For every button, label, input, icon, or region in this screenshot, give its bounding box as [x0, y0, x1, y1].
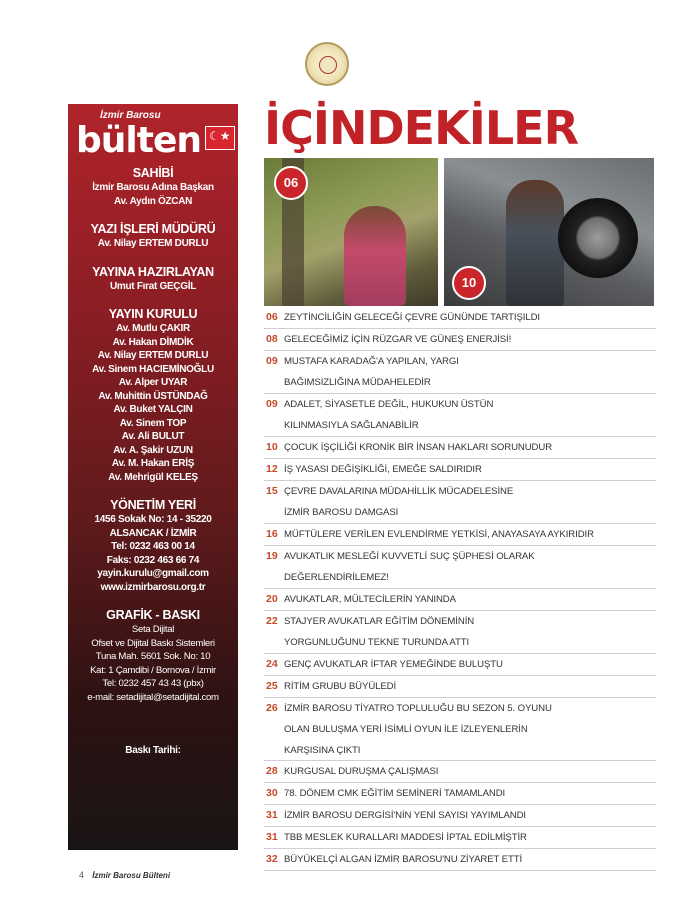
toc-title-line: OLAN BULUŞMA YERİ İSİMLİ OYUN İLE İZLEYENLERİN [284, 724, 528, 735]
toc-page-number: 15 [266, 485, 278, 497]
toc-title-line: RİTİM GRUBU BÜYÜLEDİ [284, 681, 397, 692]
toc-title [284, 524, 654, 545]
toc-entry[interactable] [264, 783, 656, 805]
toc-title-line: ÇOCUK İŞÇİLİĞİ KRONİK BİR İNSAN HAKLARI SORUNUDUR [284, 442, 553, 453]
toc-page-number: 24 [266, 658, 278, 670]
masthead-line: Av. Mutlu ÇAKIR [116, 323, 190, 334]
turkish-flag-icon [205, 126, 235, 150]
page-badge-06: 06 [274, 166, 308, 200]
toc-title-line: GELECEĞİMİZ İÇİN RÜZGAR VE GÜNEŞ ENERJİSİ! [284, 334, 512, 345]
toc-title-line: 78. DÖNEM CMK EĞİTİM SEMİNERİ TAMAMLANDI [284, 788, 506, 799]
toc-entry[interactable] [264, 351, 656, 394]
masthead-heading: YÖNETİM YERİ [110, 498, 196, 512]
toc-page-number: 22 [266, 615, 278, 627]
toc-page-number: 30 [266, 787, 278, 799]
masthead-line: Av. Hakan DİMDİK [112, 336, 194, 348]
toc-title-line: GENÇ AVUKATLAR İFTAR YEMEĞİNDE BULUŞTU [284, 659, 503, 670]
print-line: Ofset ve Dijital Baskı Sistemleri [91, 637, 215, 649]
toc-page-number: 09 [266, 398, 278, 410]
toc-title-line: İŞ YASASI DEĞİŞİKLİĞİ, EMEĞE SALDIRIDIR [284, 464, 482, 475]
toc-title-line: BÜYÜKELÇİ ALGAN İZMİR BAROSU'NU ZİYARET ETTİ [284, 854, 523, 865]
toc-title-line: MÜFTÜLERE VERİLEN EVLENDİRME YETKİSİ, ANAYASAYA AYKIRIDIR [284, 529, 594, 540]
toc-entry[interactable] [264, 546, 656, 589]
toc-title-line: DEĞERLENDİRİLEMEZ! [284, 572, 389, 583]
toc-title-line: AVUKATLAR, MÜLTECİLERİN YANINDA [284, 594, 456, 605]
print-line: Kat: 1 Çamdibi / Bornova / İzmir [90, 664, 216, 676]
masthead-line: Av. Sinem HACIEMİNOĞLU [92, 363, 214, 375]
toc-title-line: KILINMASIYLA SAĞLANABİLİR [284, 420, 419, 431]
toc-title-line: TBB MESLEK KURALLARI MADDESİ İPTAL EDİLMİŞTİR [284, 832, 527, 843]
toc-page-number: 31 [266, 831, 278, 843]
footer-title: İzmir Barosu Bülteni [92, 871, 171, 880]
toc-entry[interactable] [264, 459, 656, 481]
toc-title [284, 481, 654, 523]
bulten-logo [68, 104, 238, 162]
toc-title [284, 589, 654, 610]
toc-page-number: 20 [266, 593, 278, 605]
toc-entry[interactable] [264, 654, 656, 676]
toc-title [284, 394, 654, 436]
masthead-heading: YAZI İŞLERİ MÜDÜRÜ [90, 222, 216, 236]
toc-title [284, 307, 654, 328]
toc-title [284, 761, 654, 782]
masthead-line: Av. Alper UYAR [118, 377, 188, 388]
toc-title-line: İZMİR BAROSU DAMGASI [284, 507, 399, 518]
masthead-sections [68, 166, 238, 594]
print-line: Seta Dijital [131, 624, 175, 635]
masthead-line: Tel: 0232 463 00 14 [111, 541, 195, 552]
toc-title [284, 546, 654, 588]
toc-entry[interactable] [264, 589, 656, 611]
toc-title-line: İZMİR BAROSU TİYATRO TOPLULUĞU BU SEZON 5. OYUNU [284, 703, 552, 714]
toc-page-number: 09 [266, 355, 278, 367]
toc-title [284, 698, 654, 761]
logo-big-text: bülten [76, 120, 201, 161]
toc-title [284, 654, 654, 675]
toc-entry[interactable] [264, 761, 656, 783]
toc-entry[interactable] [264, 437, 656, 459]
toc-title-line: MUSTAFA KARADAĞ'A YAPILAN, YARGI [284, 356, 459, 367]
toc-title [284, 783, 654, 804]
toc-page-number: 31 [266, 809, 278, 821]
toc-entry[interactable] [264, 849, 656, 871]
masthead-line: Av. A. Şakir UZUN [113, 444, 193, 456]
toc-entry[interactable] [264, 611, 656, 654]
print-date-label: Baskı Tarihi: [125, 745, 181, 756]
page-footer [79, 870, 170, 880]
toc-title-line: ADALET, SİYASETLE DEĞİL, HUKUKUN ÜSTÜN [284, 399, 494, 410]
masthead-line: Umut Fırat GEÇGİL [109, 280, 196, 292]
toc-entry[interactable] [264, 329, 656, 351]
page-number: 4 [79, 870, 85, 880]
tire-wheel [558, 198, 638, 278]
masthead-line: Av. Nilay ERTEM DURLU [97, 350, 209, 361]
toc-title [284, 805, 654, 826]
masthead-line: 1456 Sokak No: 14 - 35220 [94, 514, 212, 525]
print-heading: GRAFİK - BASKI [106, 608, 200, 622]
toc-page-number: 12 [266, 463, 278, 475]
masthead-line: Av. Aydın ÖZCAN [113, 195, 193, 207]
toc-entry[interactable] [264, 481, 656, 524]
toc-title [284, 849, 654, 870]
page-title: İÇİNDEKİLER [264, 101, 579, 155]
toc-title-line: BAĞIMSIZLIĞINA MÜDAHELEDİR [284, 377, 431, 388]
print-line: Tuna Mah. 5601 Sok. No: 10 [95, 651, 211, 662]
toc-page-number: 32 [266, 853, 278, 865]
print-line: Tel: 0232 457 43 43 (pbx) [102, 678, 204, 689]
print-line: e-mail: setadijital@setadijital.com [87, 691, 219, 703]
toc-title-line: KURGUSAL DURUŞMA ÇALIŞMASI [284, 766, 439, 777]
toc-title-line: AVUKATLIK MESLEĞİ KUVVETLİ SUÇ ŞÜPHESİ OLARAK [284, 551, 535, 562]
toc-title-line: ÇEVRE DAVALARINA MÜDAHİLLİK MÜCADELESİNE [284, 486, 514, 497]
toc-title [284, 329, 654, 350]
masthead-sidebar [68, 104, 238, 850]
toc-title [284, 827, 654, 848]
masthead-line: Av. Nilay ERTEM DURLU [97, 238, 209, 249]
masthead-line: Av. Buket YALÇIN [113, 404, 193, 415]
toc-title-line: YORGUNLUĞUNU TEKNE TURUNDA ATTI [284, 637, 470, 648]
toc-page-number: 06 [266, 311, 278, 323]
masthead-line: www.izmirbarosu.org.tr [100, 581, 206, 593]
toc-page-number: 10 [266, 441, 278, 453]
toc-title [284, 351, 654, 393]
masthead-line: yayin.kurulu@gmail.com [97, 568, 209, 579]
table-of-contents [264, 307, 656, 871]
toc-entry[interactable] [264, 827, 656, 849]
toc-entry[interactable] [264, 805, 656, 827]
toc-entry[interactable] [264, 676, 656, 698]
page-badge-10: 10 [452, 266, 486, 300]
masthead-heading: SAHİBİ [132, 166, 174, 180]
toc-entry[interactable] [264, 698, 656, 761]
masthead-line: Av. Mehrigül KELEŞ [108, 471, 198, 483]
toc-title-line: İZMİR BAROSU DERGİSİ'NİN YENİ SAYISI YAYIMLANDI [284, 810, 527, 821]
print-lines [68, 623, 238, 704]
masthead-line: İzmir Barosu Adına Başkan [92, 182, 214, 193]
bar-association-seal [305, 42, 349, 86]
masthead-line: ALSANCAK / İZMİR [109, 527, 197, 539]
toc-title-line: STAJYER AVUKATLAR EĞİTİM DÖNEMİNİN [284, 616, 475, 627]
toc-entry[interactable] [264, 307, 656, 329]
toc-page-number: 08 [266, 333, 278, 345]
masthead-heading: YAYINA HAZIRLAYAN [92, 264, 214, 279]
toc-title-line: KARŞISINA ÇIKTI [284, 745, 361, 756]
toc-page-number: 19 [266, 550, 278, 562]
toc-title-line: ZEYTİNCİLİĞİN GELECEĞİ ÇEVRE GÜNÜNDE TARTIŞILDI [284, 312, 540, 323]
toc-title [284, 437, 654, 458]
toc-title [284, 676, 654, 697]
toc-page-number: 25 [266, 680, 278, 692]
toc-title [284, 611, 654, 653]
toc-entry[interactable] [264, 394, 656, 437]
woman-figure [344, 206, 406, 306]
toc-page-number: 26 [266, 702, 278, 714]
toc-page-number: 16 [266, 528, 278, 540]
toc-entry[interactable] [264, 524, 656, 546]
masthead-line: Av. Sinem TOP [119, 417, 187, 429]
masthead-line: Faks: 0232 463 66 74 [106, 554, 200, 566]
masthead-line: Av. Muhittin ÜSTÜNDAĞ [98, 390, 208, 402]
masthead-line: Av. Ali BULUT [121, 431, 185, 442]
toc-page-number: 28 [266, 765, 278, 777]
masthead-heading: YAYIN KURULU [108, 307, 198, 321]
toc-title [284, 459, 654, 480]
boy-figure [506, 180, 564, 306]
masthead-line: Av. M. Hakan ERİŞ [111, 458, 195, 469]
logo-small-text: İzmir Barosu [100, 110, 161, 121]
